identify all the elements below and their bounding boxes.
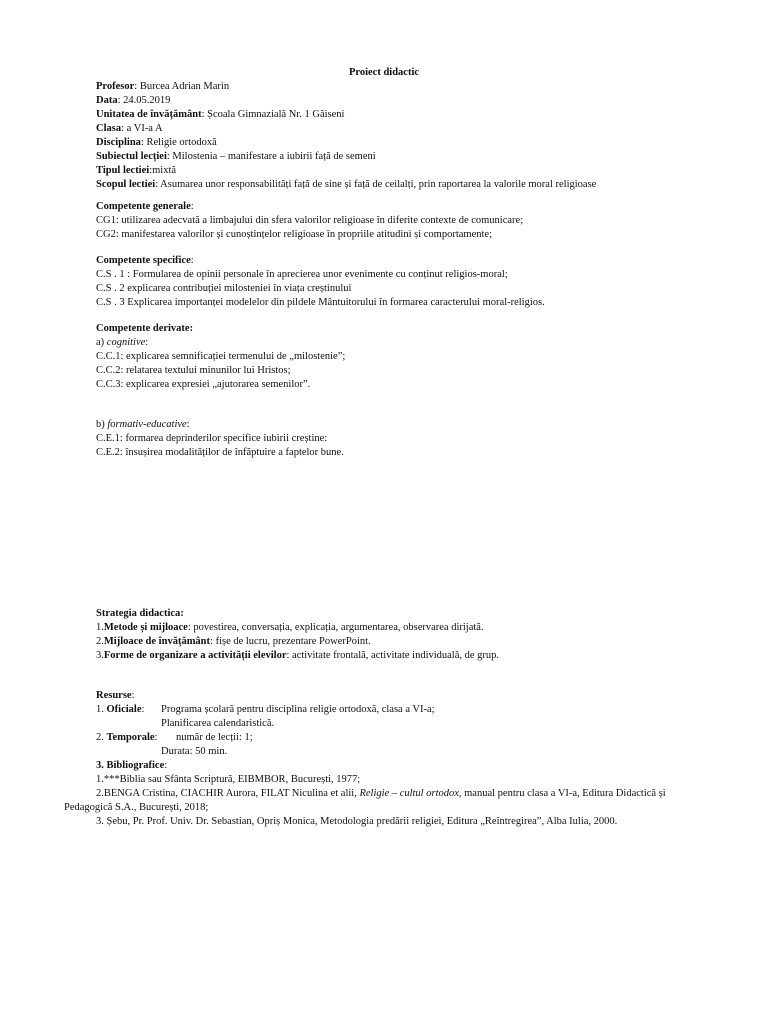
- strategia-item: 3.Forme de organizare a activității elevilor: activitate frontală, activitate individuală, de grup.: [96, 650, 500, 661]
- field-clasa: Clasa: a VI-a A: [96, 123, 163, 134]
- strategia-section: [96, 607, 736, 663]
- field-unitatea: Unitatea de învățământ: Școala Gimnazială Nr. 1 Găiseni: [96, 109, 345, 120]
- cognitive-heading: a) cognitive:: [96, 337, 149, 348]
- cs-item: C.S . 1 : Formularea de opinii personale în aprecierea unor evenimente cu conținut religios-moral;: [96, 269, 508, 280]
- resurse-heading: Resurse:: [96, 690, 135, 701]
- cc-item: C.C.3: explicarea expresiei „ajutorarea semenilor”.: [96, 379, 311, 390]
- resurse-temporale: 2. Temporale: număr de lecții: 1;: [96, 732, 253, 743]
- bibliografice-heading: 3. Bibliografice:: [96, 760, 168, 771]
- cs-item: C.S . 3 Explicarea importanței modelelor din pildele Mântuitorului în formarea caracterului moral-religios.: [96, 297, 545, 308]
- cs-item: C.S . 2 explicarea contribuției milosteniei în viața creștinului: [96, 283, 352, 294]
- competente-specifice-section: [96, 254, 736, 310]
- field-tipul: Tipul lectiei:mixtă: [96, 165, 177, 176]
- competente-generale-heading: Competente generale:: [96, 201, 194, 212]
- bib-item-2: 2.BENGA Cristina, CIACHIR Aurora, FILAT Niculina et alii, Religie – cultul ortodox, manual pentru clasa a VI-a, Editura Didactică și Pedagogică S.A., București, 2018;: [64, 788, 666, 813]
- strategia-item: 1.Metode și mijloace: povestirea, conversația, explicația, argumentarea, observarea dirijată.: [96, 622, 484, 633]
- ce-item: C.E.1: formarea deprinderilor specifice iubirii creștine:: [96, 433, 328, 444]
- header-section: [96, 80, 736, 192]
- cc-item: C.C.1: explicarea semnificației termenului de „milostenie”;: [96, 351, 346, 362]
- cg-item: CG1: utilizarea adecvată a limbajului din sfera valorilor religioase în diferite contexte de comunicare;: [96, 215, 524, 226]
- formativ-heading: b) formativ-educative:: [96, 419, 190, 430]
- cc-item: C.C.2: relatarea textului minunilor lui Hristos;: [96, 365, 291, 376]
- competente-derivate-section: [96, 322, 736, 392]
- field-disciplina: Disciplina: Religie ortodoxă: [96, 137, 217, 148]
- competente-specifice-heading: Competente specifice:: [96, 255, 194, 266]
- strategia-heading: Strategia didactica:: [96, 608, 184, 619]
- ce-item: C.E.2: însușirea modalităților de înfăptuire a faptelor bune.: [96, 447, 344, 458]
- formativ-section: [96, 418, 736, 460]
- resurse-temporale-2: Durata: 50 min.: [161, 746, 228, 757]
- bib-item-3-wrap: [96, 815, 736, 829]
- field-data: Data: 24.05.2019: [96, 95, 171, 106]
- resurse-section: [96, 689, 736, 787]
- strategia-item: 2.Mijloace de învățământ: fișe de lucru, prezentare PowerPoint.: [96, 636, 371, 647]
- cg-item: CG2: manifestarea valorilor și cunoștințelor religioase în propriile atitudini și comportamente;: [96, 229, 492, 240]
- bib-item: 1.***Biblia sau Sfânta Scriptură, EIBMBOR, București, 1977;: [96, 774, 361, 785]
- resurse-oficiale-2: Planificarea calendaristică.: [161, 718, 275, 729]
- field-subiectul: Subiectul lecției: Milostenia – manifestare a iubirii față de semeni: [96, 151, 376, 162]
- field-scopul: Scopul lectiei: Asumarea unor responsabilități față de sine și față de ceilalți, prin raportarea la valorile moral religioase: [96, 179, 597, 190]
- competente-derivate-heading: Competente derivate:: [96, 323, 194, 334]
- document-title: Proiect didactic: [348, 67, 420, 78]
- competente-generale-section: [96, 200, 736, 242]
- resurse-oficiale: 1. Oficiale: Programa școlară pentru disciplina religie ortodoxă, clasa a VI-a;: [96, 704, 435, 715]
- field-profesor: Profesor: Burcea Adrian Marin: [96, 81, 230, 92]
- bib-item: 3. Șebu, Pr. Prof. Univ. Dr. Sebastian, Opriș Monica, Metodologia predării religiei, Editura „Reîntregirea”, Alba Iulia, 2000.: [96, 816, 618, 827]
